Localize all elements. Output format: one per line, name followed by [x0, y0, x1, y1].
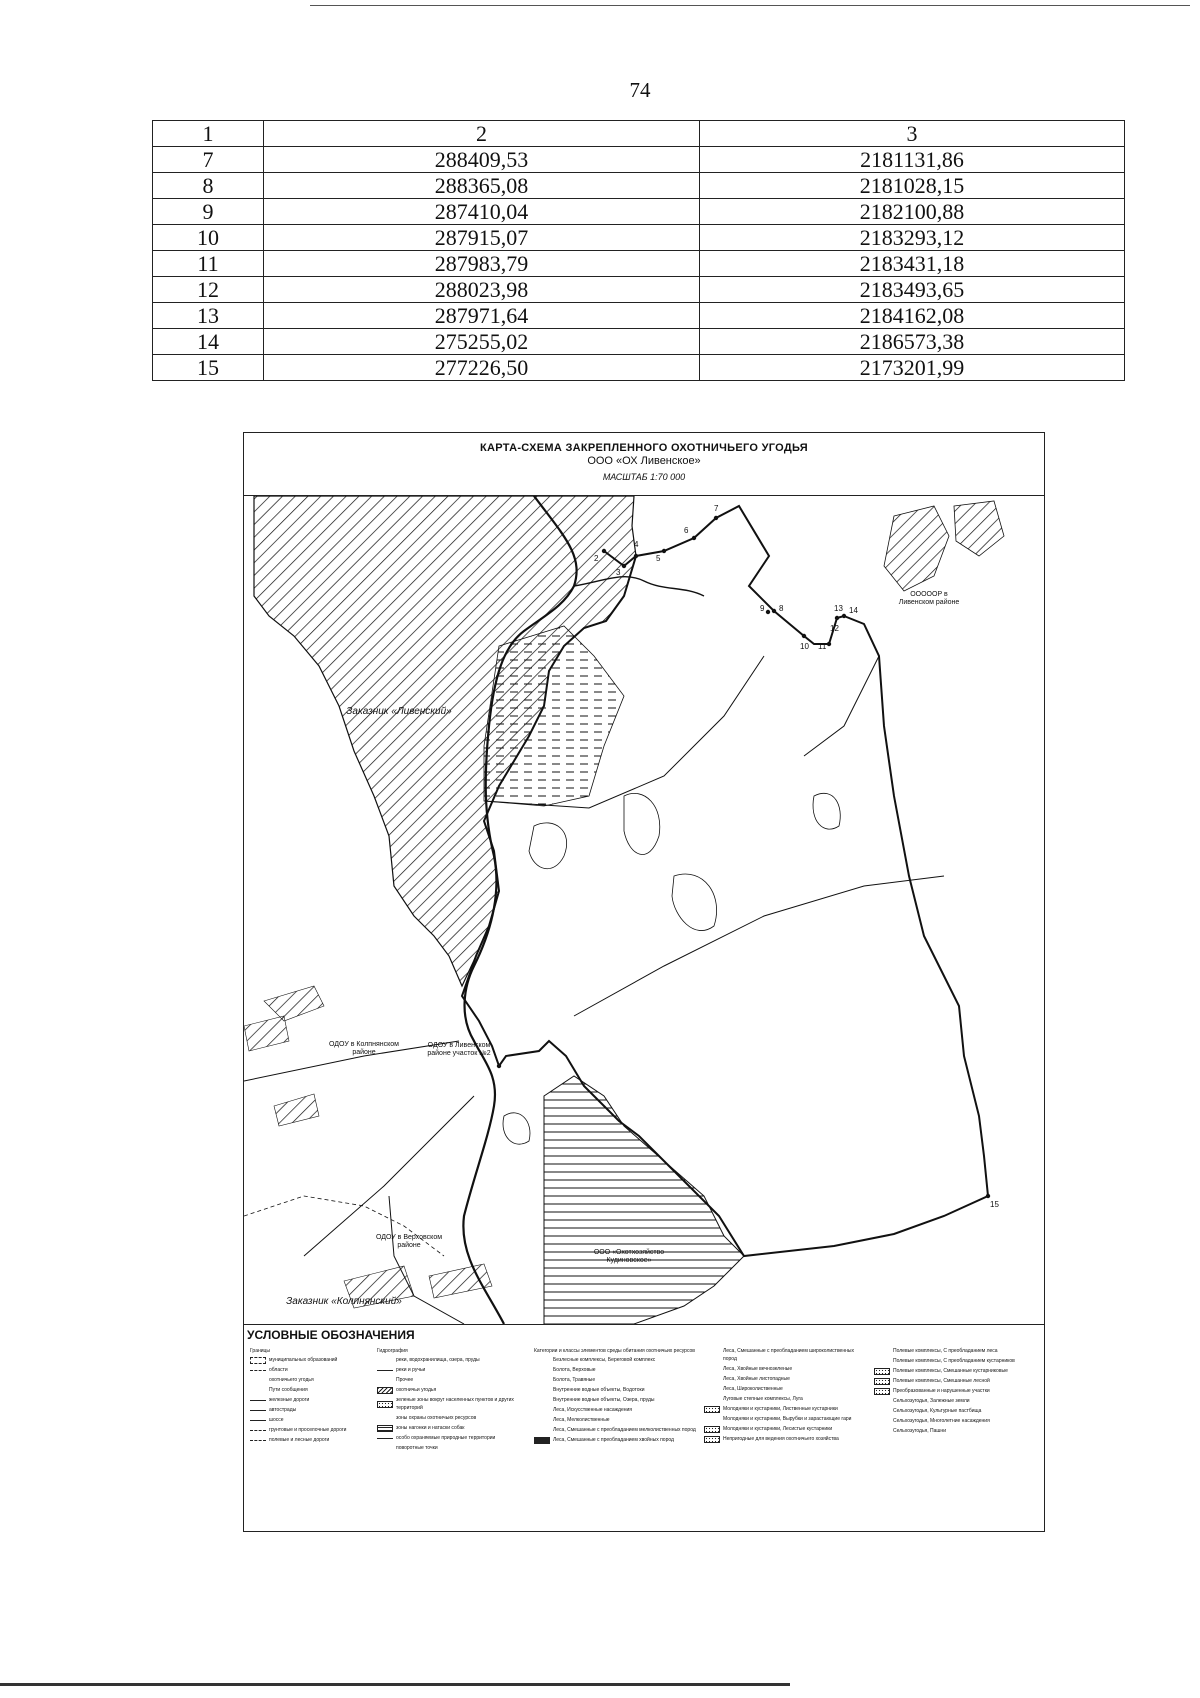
table-header-row	[153, 121, 1125, 147]
legend-item	[377, 1414, 532, 1422]
legend-swatch	[534, 1397, 550, 1404]
table-header-cell: 3	[700, 121, 1125, 147]
legend-heading: УСЛОВНЫЕ ОБОЗНАЧЕНИЯ	[247, 1328, 415, 1342]
legend-item-label: поворотные точки	[396, 1445, 438, 1451]
legend-item-label: Луговые степные комплексы, Луга	[723, 1396, 803, 1402]
x-coordinate-cell: 288023,98	[264, 277, 700, 303]
table-header-cell: 1	[153, 121, 264, 147]
x-coordinate-cell: 288409,53	[264, 147, 700, 173]
forest-patch-5	[503, 1113, 530, 1144]
point-number-cell: 8	[153, 173, 264, 199]
legend-item	[377, 1366, 532, 1374]
turning-point-label: 10	[800, 642, 809, 651]
legend-item-label: железные дороги	[269, 1397, 310, 1403]
legend-column-head: Гидрография	[377, 1348, 408, 1354]
table-row	[153, 277, 1125, 303]
legend-item	[377, 1356, 532, 1364]
legend-item	[534, 1396, 699, 1404]
legend-item	[874, 1397, 1039, 1405]
legend-item	[534, 1406, 699, 1414]
legend-swatch	[874, 1408, 890, 1415]
legend-item	[704, 1405, 869, 1413]
legend-item-label: реки и ручьи	[396, 1367, 426, 1373]
turning-point-label: 6	[684, 526, 689, 535]
legend-item	[377, 1376, 532, 1384]
legend-item	[377, 1434, 532, 1442]
legend-item	[874, 1377, 1039, 1385]
legend-item	[704, 1375, 869, 1383]
legend-item-label: автострады	[269, 1407, 297, 1413]
legend-swatch	[250, 1377, 266, 1384]
table-header-cell: 2	[264, 121, 700, 147]
y-coordinate-cell: 2181028,15	[700, 173, 1125, 199]
table-row	[153, 251, 1125, 277]
x-coordinate-cell: 275255,02	[264, 329, 700, 355]
legend-swatch	[250, 1430, 266, 1431]
legend-item	[534, 1386, 699, 1394]
legend-item	[874, 1417, 1039, 1425]
legend-item	[377, 1424, 532, 1432]
legend-swatch	[874, 1398, 890, 1405]
legend-swatch	[534, 1387, 550, 1394]
turning-point-label: 2	[594, 554, 599, 563]
label-ooo-livensky: ОООООР в Ливенском районе	[898, 591, 960, 606]
legend-item-label: Леса, Широколиственные	[723, 1386, 783, 1392]
legend-swatch	[874, 1428, 890, 1435]
legend-swatch	[377, 1445, 393, 1452]
legend-item-label: шоссе	[269, 1417, 284, 1423]
legend-swatch	[704, 1426, 720, 1433]
legend-item-label: области	[269, 1367, 288, 1373]
legend-item-label: Полевые комплексы, Смешанные кустарниковые	[893, 1368, 1008, 1374]
legend-item-label: Леса, Мелколиственные	[553, 1417, 610, 1423]
legend-item-label: Леса, Смешанные с преобладанием хвойных пород	[553, 1437, 674, 1443]
turning-point-label: 8	[779, 604, 784, 613]
turning-point-label: 7	[714, 504, 719, 513]
legend-item	[250, 1406, 375, 1414]
legend-swatch	[377, 1438, 393, 1439]
coordinates-table	[152, 120, 1125, 381]
legend-swatch	[704, 1366, 720, 1373]
legend-item	[534, 1366, 699, 1374]
forest-patch-1	[529, 823, 567, 869]
hatched-patch-east	[954, 501, 1004, 556]
map-subtitle: ООО «ОХ Ливенское»	[587, 455, 701, 467]
hatched-patch-south-2	[429, 1264, 492, 1298]
legend-swatch	[874, 1418, 890, 1425]
legend-item	[704, 1415, 869, 1423]
internal-boundary-4	[304, 1096, 474, 1256]
legend-swatch	[534, 1377, 550, 1384]
top-rule	[310, 5, 1190, 6]
legend-item-label: Молодняки и кустарники, Лиственные кустарники	[723, 1406, 838, 1412]
hatched-patch-northeast	[884, 506, 949, 591]
turning-point-label: 9	[760, 604, 765, 613]
legend-item-label: Леса, Смешанные с преобладанием мелколиственных пород	[553, 1427, 696, 1433]
legend-item	[250, 1426, 375, 1434]
legend-item	[704, 1435, 869, 1443]
point-number-cell: 11	[153, 251, 264, 277]
legend-swatch	[874, 1358, 890, 1365]
x-coordinate-cell: 287915,07	[264, 225, 700, 251]
turning-point-label: 5	[656, 554, 661, 563]
y-coordinate-cell: 2183493,65	[700, 277, 1125, 303]
map-svg	[244, 496, 1044, 1324]
legend-swatch	[377, 1377, 393, 1384]
turning-point-label: 4	[634, 540, 639, 549]
map-scale: МАСШТАБ 1:70 000	[602, 472, 686, 482]
legend-item-label: Болота, Верховые	[553, 1367, 596, 1373]
legend-item	[704, 1425, 869, 1433]
legend-item-label: Сельхозугодья, Многолетние насаждения	[893, 1418, 990, 1424]
legend-item-label: Пути сообщения	[269, 1387, 308, 1393]
legend-swatch	[534, 1407, 550, 1414]
legend-swatch	[534, 1427, 550, 1434]
legend-item	[377, 1444, 532, 1452]
legend-items	[704, 1347, 869, 1443]
legend-item	[704, 1385, 869, 1393]
y-coordinate-cell: 2184162,08	[700, 303, 1125, 329]
legend-item-label: Леса, Смешанные с преобладанием широколиственных пород	[723, 1348, 854, 1362]
legend-swatch	[377, 1401, 393, 1408]
legend-swatch	[377, 1425, 393, 1432]
y-coordinate-cell: 2183431,18	[700, 251, 1125, 277]
legend-swatch	[250, 1400, 266, 1401]
hatched-patch-west-3	[274, 1094, 319, 1126]
legend-item	[704, 1365, 869, 1373]
legend-items	[377, 1356, 532, 1452]
legend-item	[704, 1395, 869, 1403]
internal-boundary-6	[804, 656, 879, 756]
legend-item-label: Безлесные комплексы, Береговой комплекс	[553, 1357, 656, 1363]
legend-swatch	[250, 1420, 266, 1421]
legend-item-label: Полевые комплексы, С преобладанием кустарников	[893, 1358, 1015, 1364]
legend-item	[874, 1367, 1039, 1375]
legend-swatch	[377, 1387, 393, 1394]
legend-swatch	[250, 1410, 266, 1411]
legend-item	[250, 1376, 375, 1384]
y-coordinate-cell: 2186573,38	[700, 329, 1125, 355]
table-body	[153, 147, 1125, 381]
y-coordinate-cell: 2173201,99	[700, 355, 1125, 381]
point-number-cell: 12	[153, 277, 264, 303]
turning-point-label: 15	[990, 1200, 999, 1209]
turning-point-label: 14	[849, 606, 858, 615]
legend-item	[874, 1387, 1039, 1395]
legend-item	[874, 1407, 1039, 1415]
turning-point-label: 11	[818, 642, 827, 651]
x-coordinate-cell: 287410,04	[264, 199, 700, 225]
legend-swatch	[534, 1367, 550, 1374]
kudinovskoe-striped-area	[544, 1076, 744, 1324]
legend-items	[874, 1347, 1039, 1435]
legend-swatch	[377, 1370, 393, 1371]
legend-item-label: зоны нагонки и натаски собак	[396, 1425, 465, 1431]
legend-swatch	[704, 1396, 720, 1403]
point-number-cell: 10	[153, 225, 264, 251]
legend-item	[534, 1426, 699, 1434]
legend-item-label: Леса, Искусственные насаждения	[553, 1407, 632, 1413]
hatched-patch-west-2	[244, 1016, 289, 1051]
legend-item-label: Непригодные для ведения охотничьего хозяйства	[723, 1436, 839, 1442]
legend-swatch	[250, 1387, 266, 1394]
legend-item	[874, 1357, 1039, 1365]
legend-item-label: охотничьи угодья	[396, 1387, 437, 1393]
turning-point-label: 3	[616, 568, 621, 577]
y-coordinate-cell: 2181131,86	[700, 147, 1125, 173]
legend-swatch	[704, 1406, 720, 1413]
legend-swatch	[704, 1416, 720, 1423]
dashed-striped-area	[484, 626, 624, 806]
legend-item-label: Сельхозугодья, Залежные земли	[893, 1398, 970, 1404]
point-number-cell: 14	[153, 329, 264, 355]
legend-item	[534, 1416, 699, 1424]
legend-item	[534, 1436, 699, 1444]
legend-item-label: охотничьего угодья	[269, 1377, 314, 1383]
legend-item-label: Леса, Хвойные вечнозеленые	[723, 1366, 793, 1372]
legend-column-head: Границы	[250, 1348, 270, 1354]
label-reserve-kolpnyansky: Заказник «Колпнянский»	[286, 1296, 402, 1307]
legend-item-label: Болота, Травяные	[553, 1377, 596, 1383]
legend-item-label: Полевые комплексы, Смешанные лесной	[893, 1378, 990, 1384]
legend-swatch	[874, 1348, 890, 1355]
point-number-cell: 7	[153, 147, 264, 173]
legend-item	[874, 1427, 1039, 1435]
hatched-patch-west-1	[264, 986, 324, 1021]
label-okhotkhozyaistvo: ООО «Охотхозяйство Кудиновское»	[593, 1249, 665, 1264]
legend-item-label: муниципальных образований	[269, 1357, 338, 1363]
legend-column-boundaries	[250, 1347, 375, 1446]
legend-item	[250, 1436, 375, 1444]
legend-item-label: Молодняки и кустарники, Лесистые кустарники	[723, 1426, 833, 1432]
legend-item-label: Молодняки и кустарники, Вырубки и зарастающие гари	[723, 1416, 852, 1422]
forest-patch-4	[813, 793, 840, 829]
legend-item	[250, 1356, 375, 1364]
forest-patch-2	[624, 793, 660, 854]
legend-swatch	[250, 1357, 266, 1364]
legend-swatch	[534, 1437, 550, 1444]
label-odou-kolpnyansky: ОДОУ в Колпнянском районе	[329, 1041, 399, 1056]
table-row	[153, 199, 1125, 225]
label-odou-livensky-2: ОДОУ в Ливенском районе участок №2	[427, 1042, 491, 1057]
legend-item-label: Внутренние водные объекты, Озера, пруды	[553, 1397, 655, 1403]
legend-item-label: зеленые зоны вокруг населенных пунктов и других территорий	[396, 1397, 514, 1411]
table-row	[153, 173, 1125, 199]
table-row	[153, 147, 1125, 173]
x-coordinate-cell: 288365,08	[264, 173, 700, 199]
point-number-cell: 13	[153, 303, 264, 329]
forest-patch-3	[672, 874, 717, 931]
map-header	[244, 433, 1044, 496]
map-title: КАРТА-СХЕМА ЗАКРЕПЛЕННОГО ОХОТНИЧЬЕГО УГОДЬЯ	[480, 442, 808, 454]
legend-item-label: зоны охраны охотничьих ресурсов	[396, 1415, 477, 1421]
x-coordinate-cell: 287971,64	[264, 303, 700, 329]
legend-item-label: Внутренние водные объекты, Водотоки	[553, 1387, 645, 1393]
legend-item-label: Сельхозугодья, Культурные пастбища	[893, 1408, 982, 1414]
legend-swatch	[250, 1370, 266, 1371]
legend-item	[250, 1416, 375, 1424]
legend-swatch	[250, 1440, 266, 1441]
turning-point-label: 12	[830, 624, 839, 633]
legend-item	[874, 1347, 1039, 1355]
legend-column-fields	[874, 1347, 1039, 1437]
table-row	[153, 355, 1125, 381]
legend-item-label: Сельхозугодья, Пашни	[893, 1428, 946, 1434]
y-coordinate-cell: 2182100,88	[700, 199, 1125, 225]
label-reserve-livensky: Заказник «Ливенский»	[346, 706, 452, 717]
legend-items	[250, 1356, 375, 1444]
legend-swatch	[874, 1368, 890, 1375]
legend-column-habitat	[534, 1347, 699, 1446]
legend-item	[704, 1347, 869, 1363]
legend-swatch	[704, 1376, 720, 1383]
page-number: 74	[629, 78, 651, 102]
map-legend	[244, 1324, 1044, 1531]
point-number-cell: 15	[153, 355, 264, 381]
map-figure	[243, 432, 1045, 1532]
label-odou-verkhovsky: ОДОУ в Верховском районе	[375, 1234, 443, 1249]
legend-swatch	[377, 1415, 393, 1422]
legend-item-label: Полевые комплексы, С преобладанием леса	[893, 1348, 998, 1354]
table-row	[153, 329, 1125, 355]
legend-swatch	[534, 1357, 550, 1364]
legend-item	[534, 1356, 699, 1364]
legend-item	[250, 1366, 375, 1374]
legend-item-label: грунтовые и проселочные дороги	[269, 1427, 347, 1433]
legend-column-hydrography	[377, 1347, 532, 1454]
map-drawing	[244, 496, 1044, 1324]
legend-swatch	[377, 1357, 393, 1364]
legend-item-label: Преобразованные и нарушенные участки	[893, 1388, 990, 1394]
internal-boundary-2	[574, 876, 944, 1016]
legend-swatch	[704, 1352, 720, 1359]
legend-item	[250, 1396, 375, 1404]
legend-item	[377, 1386, 532, 1394]
legend-item-label: особо охраняемые природные территории	[396, 1435, 496, 1441]
table-row	[153, 225, 1125, 251]
legend-item	[377, 1396, 532, 1412]
legend-item	[534, 1376, 699, 1384]
legend-items	[534, 1356, 699, 1444]
table-row	[153, 303, 1125, 329]
legend-item	[250, 1386, 375, 1394]
bottom-rule	[0, 1683, 790, 1686]
legend-item-label: реки, водохранилища, озера, пруды	[396, 1357, 480, 1363]
x-coordinate-cell: 277226,50	[264, 355, 700, 381]
legend-swatch	[534, 1417, 550, 1424]
legend-swatch	[874, 1378, 890, 1385]
legend-item-label: Леса, Хвойные листопадные	[723, 1376, 790, 1382]
legend-item-label: полевые и лесные дороги	[269, 1437, 330, 1443]
legend-column-head: Категории и классы элементов среды обитания охотничьих ресурсов	[534, 1348, 695, 1354]
legend-item-label: Прочее	[396, 1377, 414, 1383]
turning-point-label: 13	[834, 604, 843, 613]
point-number-cell: 9	[153, 199, 264, 225]
y-coordinate-cell: 2183293,12	[700, 225, 1125, 251]
legend-swatch	[874, 1388, 890, 1395]
x-coordinate-cell: 287983,79	[264, 251, 700, 277]
legend-column-forests	[704, 1347, 869, 1445]
legend-swatch	[704, 1436, 720, 1443]
legend-swatch	[704, 1386, 720, 1393]
